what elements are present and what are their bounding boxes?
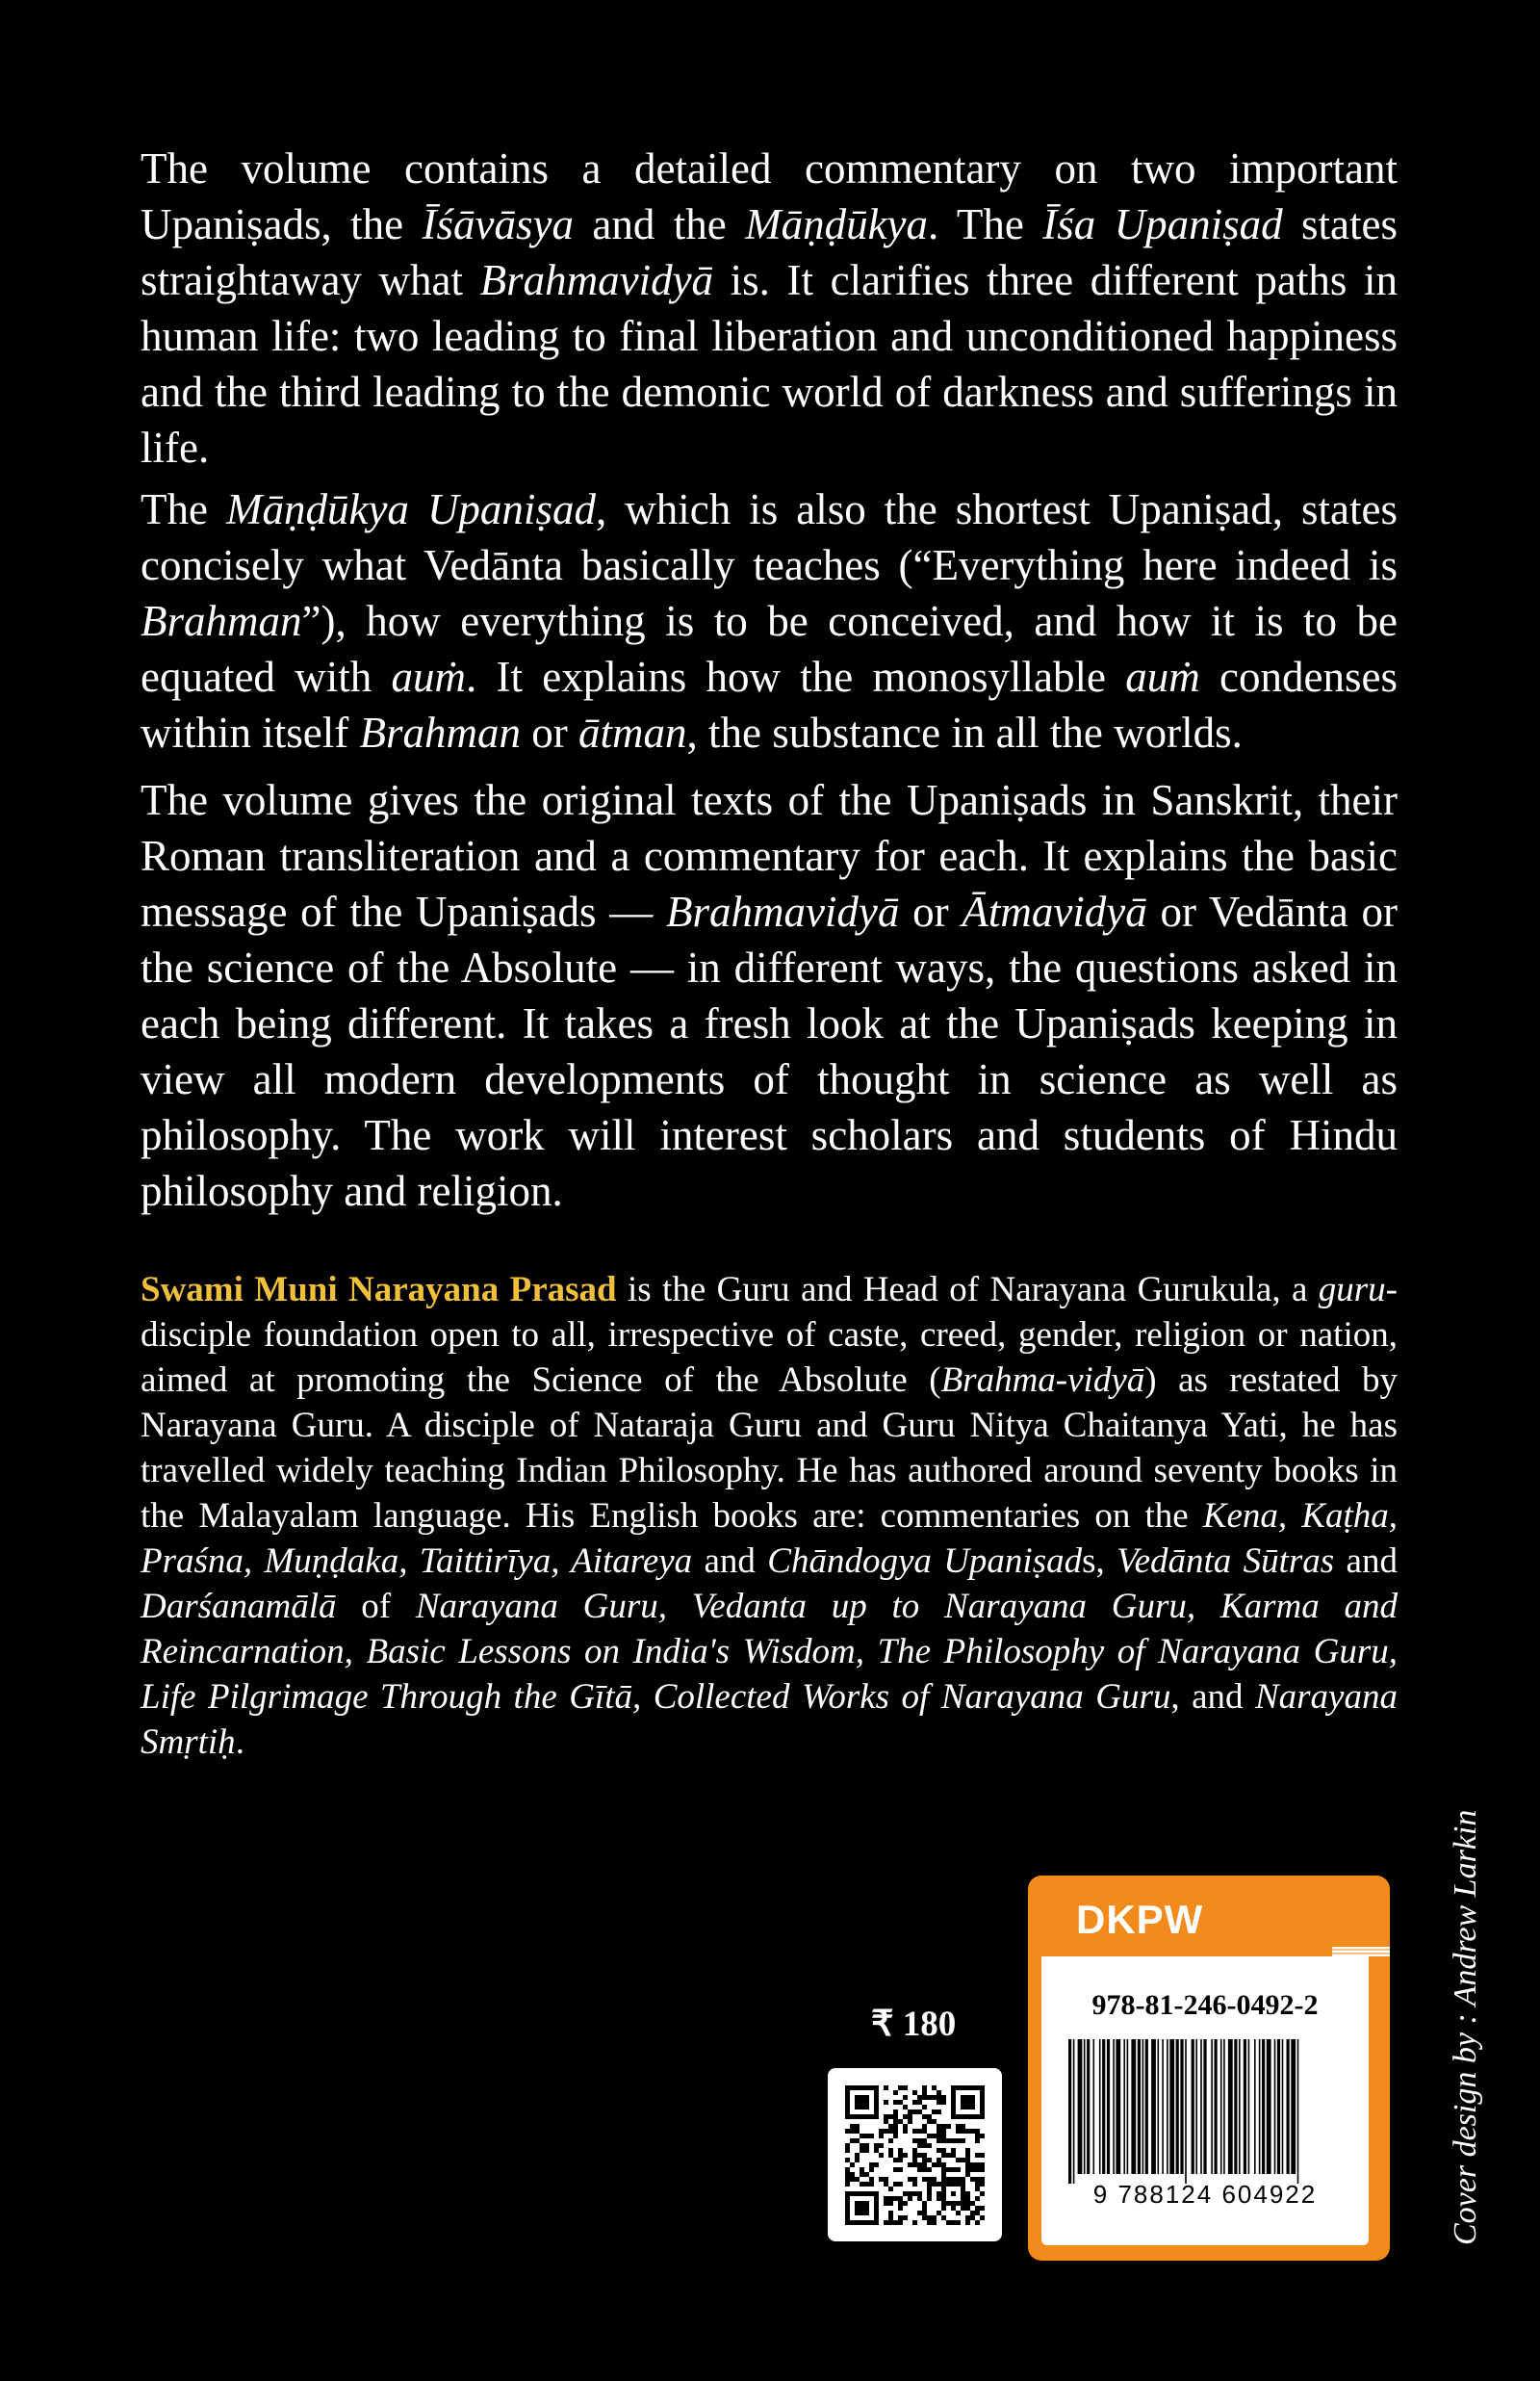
text-run: , which is also the shortest Upaniṣad, states concisely what Vedānta basically teaches (“Everything here indeed is [141,485,1398,589]
text-run: ) as restated by Narayana Guru. A disciple of Nataraja Guru and Guru Nitya Chaitanya Yati, he has travelled widely teaching Indian Philosophy. He has authored around seventy books in the Malayalam language. His English books are: commentaries on the [141,1360,1398,1536]
publisher-logo: DKPW [1076,1897,1204,1942]
italic-term: Brahma-vidyā [940,1360,1145,1400]
text-run: The [141,485,226,533]
italic-term: Brahman [141,597,302,645]
text-run: -disciple foundation open to all, irrespective of caste, creed, gender, religion or nation, aimed at promoting the Science of the Absolute ( [141,1270,1398,1400]
italic-term: Māṇḍūkya Upaniṣad [225,485,596,533]
description-paragraph-1 [141,141,1398,476]
qr-code-graphic [845,2085,985,2225]
book-body [1028,1956,1390,2261]
publisher-band [1028,1876,1390,1956]
italic-term: Chāndogya Upaniṣad [767,1541,1083,1581]
text-run: or [899,888,962,936]
text-run: and the [573,200,746,248]
italic-term: Brahman [359,709,521,757]
text-run: ”), how everything is to be conceived, and how it is to be equated with [141,597,1398,701]
isbn-panel [1041,1956,1369,2245]
italic-term: Narayana Guru, Vedanta up to Narayana Guru, Karma and Reincarnation, Basic Lessons on India's Wisdom, The Philosophy of Narayana Guru, Life Pilgrimage Through the Gītā, Collected Works of Narayana Guru [141,1587,1398,1717]
italic-term: Māṇḍūkya [745,200,929,248]
text-run: . [235,1722,244,1762]
italic-term: Īśa Upaniṣad [1042,200,1283,248]
italic-term: guru [1318,1270,1386,1309]
text-run: , and [1170,1677,1255,1717]
cover-design-credit: Cover design by : Andrew Larkin [1448,1809,1483,2245]
italic-term: Īśāvāsya [422,200,574,248]
text-run: and [692,1541,768,1581]
barcode-digits: 9 788124 604922 [1092,2180,1318,2209]
text-run: The volume contains a detailed commentary on two important Upaniṣads, the [141,144,1398,248]
italic-term: auṁ [1125,653,1200,701]
text-run: of [336,1587,416,1626]
description-paragraph-3 [141,772,1398,1219]
text-run: condenses within itself [141,653,1398,757]
text-run: , the substance in all the worlds. [686,709,1243,757]
italic-term: ātman [578,709,687,757]
italic-term: auṁ [391,653,466,701]
qr-code-icon [828,2068,1002,2241]
italic-term: Kena, Kaṭha, Praśna, Muṇḍaka, Taittirīya, Aitareya [141,1496,1398,1581]
italic-term: Narayana Smṛtiḥ [141,1677,1398,1762]
book-shape-icon [1028,1876,1390,2261]
italic-term: Brahmavidyā [479,256,714,304]
text-run: . The [928,200,1043,248]
text-run: is. It clarifies three different paths in human life: two leading to final liberation and unconditioned happiness and the third leading to the demonic world of darkness and sufferings in life. [141,256,1398,472]
price-label: ₹ 180 [871,2005,957,2044]
italic-term: Darśanamālā [141,1587,337,1626]
italic-term: Brahmavidyā [665,888,900,936]
text-run: or [520,709,578,757]
text-run: or Vedānta or the science of the Absolute — in different ways, the questions asked in each being different. It takes a fresh look at the Upaniṣads keeping in view all modern developments of thought in science as well as philosophy. The work will interest scholars and students of Hindu philosophy and religion. [141,888,1398,1215]
italic-term: Ātmavidyā [962,888,1147,936]
author-bio-text [141,1270,1398,1762]
book-pages-icon [1332,1947,1390,1956]
text-run: . It explains how the monosyllable [465,653,1126,701]
barcode-icon [1065,2039,1346,2184]
description-paragraph-2 [141,481,1398,761]
text-run: is the Guru and Head of Narayana Gurukula, a [616,1270,1319,1309]
isbn-number: 978-81-246-0492-2 [1091,1989,1319,2021]
text-run: The volume gives the original texts of the Upaniṣads in Sanskrit, their Roman transliteration and a commentary for each. It explains the basic message of the Upaniṣads — [141,776,1398,936]
text-run: states straightaway what [141,200,1398,304]
text-run: and [1334,1541,1398,1581]
text-run: s, [1082,1541,1117,1581]
author-bio [141,1267,1398,1765]
italic-term: Vedānta Sūtras [1116,1541,1335,1581]
author-name: Swami Muni Narayana Prasad [141,1270,617,1309]
